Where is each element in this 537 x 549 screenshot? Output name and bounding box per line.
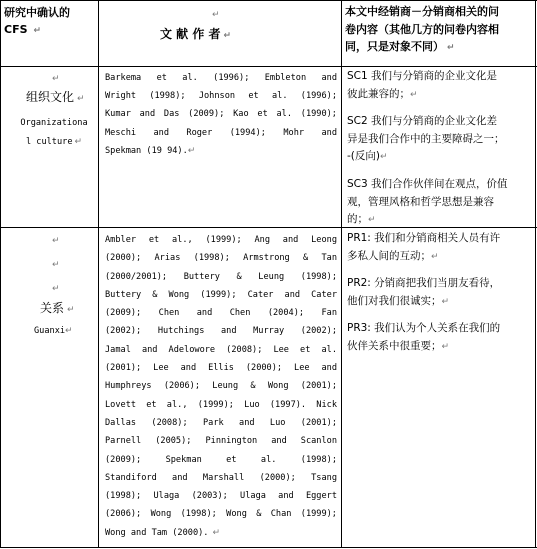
header-col1-line1: 研究中确认的 <box>4 6 70 19</box>
item-line: PR2: 分销商把我们当朋友看待， <box>347 277 501 290</box>
item-sc3 <box>347 176 533 230</box>
paragraph-mark: ↵ <box>441 341 450 352</box>
item-pr3 <box>347 320 533 356</box>
header-col3 <box>345 3 533 58</box>
author-line: Ambler et al., (1999); Ang and Leong <box>105 235 337 245</box>
author-line: (2000); Arias (1998); Armstrong & Tan <box>105 253 337 264</box>
author-line: Lovett et al., (1999); Luo (1997). Nick <box>105 399 337 410</box>
author-line: Standiford and Marshall (2000); Tsang <box>105 472 337 483</box>
header-col3-line2: 卷内容（其他几方的问卷内容相 <box>345 22 499 36</box>
header-col2 <box>160 25 231 45</box>
item-line: SC2 我们与分销商的企业文化差 <box>347 115 498 128</box>
paragraph-mark: ↵ <box>74 137 83 147</box>
rule-col2 <box>341 0 342 548</box>
author-line: (1998); Ulaga (2003); Ulaga and Eggert <box>105 491 337 502</box>
paragraph-mark: ↵ <box>65 326 73 336</box>
row2-items <box>347 230 533 357</box>
paragraph-mark: ↵ <box>447 43 455 53</box>
item-line: 伙伴关系中很重要； <box>347 339 442 352</box>
author-line: (2006); Wong (1998); Wong & Chan (1999); <box>105 509 337 520</box>
author-line: Buttery & Wong (1999); Cater and Cater <box>105 289 337 300</box>
row1-label-cn: 组织文化 ↵ <box>26 90 85 104</box>
item-pr2 <box>347 275 533 311</box>
paragraph-mark: ↵ <box>52 236 60 246</box>
author-line: (2009); Chen and Chen (2004); Fan <box>105 308 337 319</box>
paragraph-mark: ↵ <box>212 10 220 20</box>
author-line: Barkema et al. (1996); Embleton and <box>105 73 337 83</box>
rule-header-bottom <box>0 66 537 67</box>
paragraph-mark: ↵ <box>67 305 75 315</box>
item-line: PR1: 我们和分销商相关人员有许 <box>347 232 501 244</box>
item-line: 观，管理风格和哲学思想是兼容 <box>347 195 494 208</box>
author-line: Meschi and Roger (1994); Mohr and <box>105 127 337 138</box>
author-line: (2000/2001); Buttery & Leung (1998); <box>105 271 337 282</box>
author-line: (2009); Spekman et al. (1998); <box>105 454 337 465</box>
paragraph-mark: ↵ <box>52 74 60 84</box>
author-line: Parnell (2005); Pinnington and Scanlon <box>105 436 337 447</box>
header-col3-line3: 同，只是对象不同） <box>345 40 444 53</box>
row1-label-en <box>11 114 97 152</box>
item-sc2 <box>347 113 533 167</box>
paragraph-mark: ↵ <box>223 31 232 41</box>
row1-authors <box>105 69 337 160</box>
paragraph-mark: ↵ <box>368 215 376 226</box>
author-line: Spekman (19 94). <box>105 145 188 156</box>
rule-right <box>535 0 536 548</box>
item-line: PR3: 我们认为个人关系在我们的 <box>347 322 501 335</box>
author-line: Kumar and Das (2009); Kao et al. (1990); <box>105 109 337 120</box>
item-line: 的； <box>347 213 368 226</box>
author-line: (2001); Lee and Ellis (2000); Lee and <box>105 363 337 374</box>
paragraph-mark: ↵ <box>431 251 439 262</box>
paragraph-mark: ↵ <box>33 26 42 36</box>
author-line: Wong and Tam (2000). <box>105 527 209 538</box>
author-line: Dallas (2008); Park and Luo (2001); <box>105 417 337 428</box>
item-line: 异是我们合作中的主要障碍之一； <box>347 132 505 145</box>
paragraph-mark: ↵ <box>379 152 388 163</box>
header-col1-line2: CFS <box>4 23 28 36</box>
header-col1 <box>4 4 96 40</box>
item-line: -(反向) <box>347 150 380 163</box>
rule-col1 <box>98 0 99 548</box>
paragraph-mark: ↵ <box>410 89 418 100</box>
paragraph-mark: ↵ <box>77 94 85 104</box>
item-line: 他们对我们很诚实； <box>347 294 442 307</box>
paragraph-mark: ↵ <box>187 145 196 156</box>
rule-left <box>0 0 1 548</box>
item-line: 多私人间的互动； <box>347 249 431 262</box>
row1-label-en-line1: Organizationa <box>20 118 88 128</box>
paragraph-mark: ↵ <box>52 260 60 270</box>
row1-label-en-line2: l culture <box>25 137 73 147</box>
author-line: Humphreys (2006); Leung & Wong (2001); <box>105 381 337 392</box>
item-pr1 <box>347 230 533 266</box>
author-line: (2002); Hutchings and Murray (2002); <box>105 326 337 337</box>
item-line: SC1 我们与分销商的企业文化是 <box>347 70 498 82</box>
paragraph-mark: ↵ <box>52 284 60 294</box>
row2-authors <box>105 231 337 542</box>
paragraph-mark: ↵ <box>212 527 221 538</box>
author-line: Jamal and Adelowore (2008); Lee et al. <box>105 344 337 355</box>
item-line: SC3 我们合作伙伴间在观点，价值 <box>347 177 508 190</box>
item-line: 彼此兼容的； <box>347 87 410 100</box>
row1-items <box>347 68 533 230</box>
paragraph-mark: ↵ <box>441 296 450 307</box>
row2-label-cn: 关系 ↵ <box>40 301 75 315</box>
header-col2-text: 文 献 作 者 <box>160 27 221 41</box>
rule-bottom <box>0 547 537 548</box>
item-sc1 <box>347 68 533 104</box>
rule-top <box>0 0 537 1</box>
row2-label-en: Guanxi↵ <box>34 326 73 336</box>
header-col3-line1: 本文中经销商－分销商相关的问 <box>345 5 499 18</box>
author-line: Wright (1998); Johnson et al. (1996); <box>105 91 337 102</box>
